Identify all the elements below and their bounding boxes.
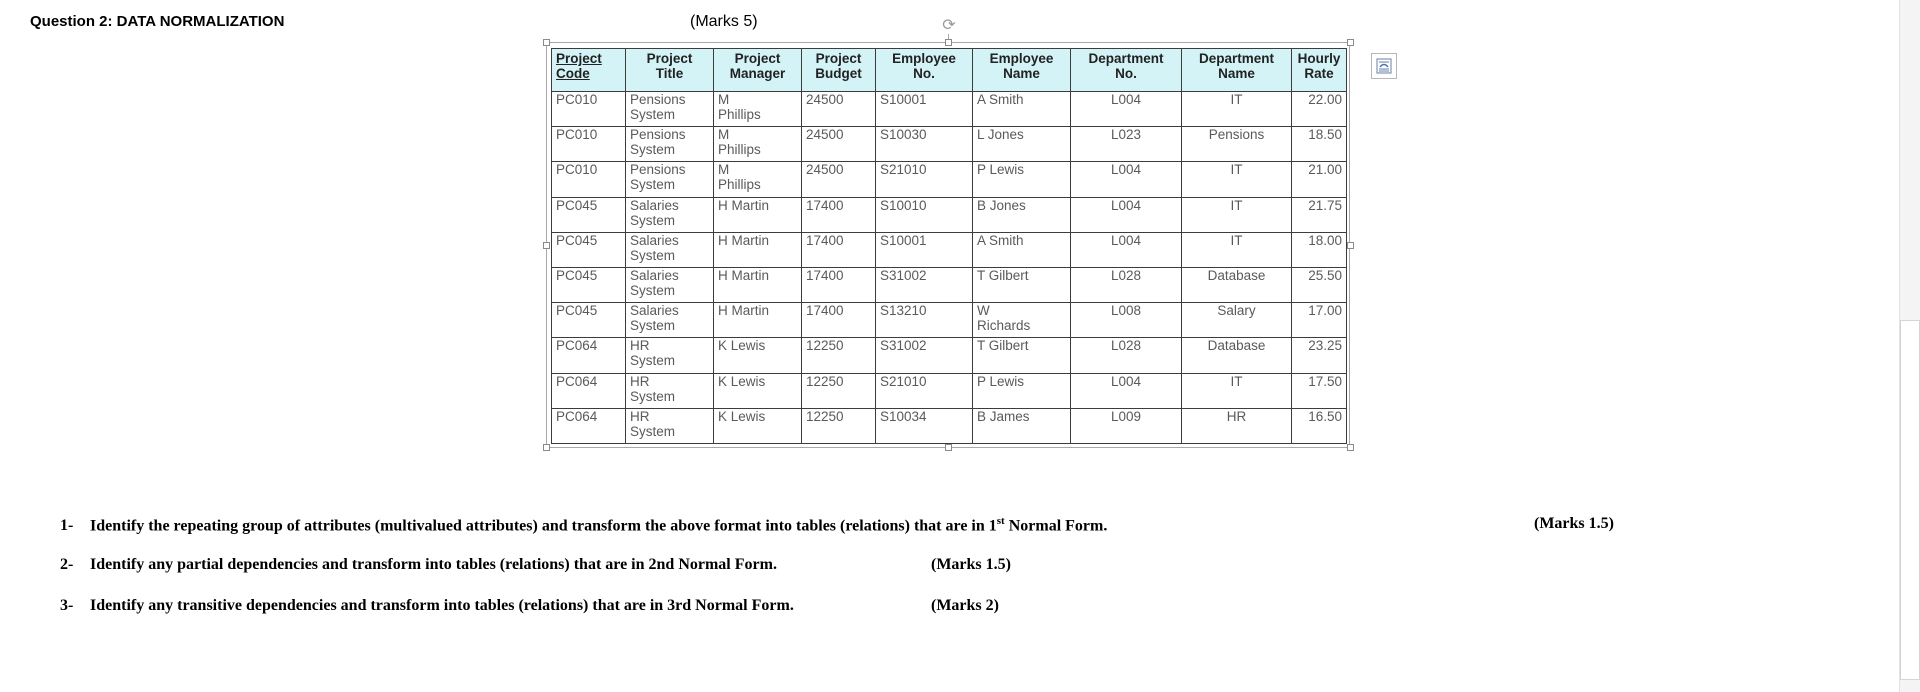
cell-line: PC010 <box>556 92 598 107</box>
table-header-row <box>552 49 1347 92</box>
resize-handle-bottom-right[interactable] <box>1347 444 1354 451</box>
cell-line: System <box>630 212 676 228</box>
cell-line: 24500 <box>806 162 844 178</box>
table-cell <box>626 338 714 373</box>
table-cell <box>1071 338 1182 373</box>
cell-line: 25.50 <box>1308 267 1342 283</box>
table-cell <box>802 162 876 197</box>
cell-line: Salaries <box>630 232 679 248</box>
cell-line: 24500 <box>806 127 844 143</box>
cell-line: B James <box>977 408 1030 424</box>
resize-handle-top-right[interactable] <box>1347 39 1354 46</box>
cell-line: 23.25 <box>1308 338 1342 354</box>
table-cell <box>626 92 714 127</box>
cell-line: L004 <box>1110 162 1142 178</box>
question-item <box>60 515 1107 535</box>
cell-line: 18.50 <box>1308 127 1342 143</box>
table-cell <box>876 373 973 408</box>
table-cell <box>973 162 1071 197</box>
table-cell <box>1292 408 1347 443</box>
column-header <box>552 49 626 92</box>
table-cell <box>973 303 1071 338</box>
cell-line: System <box>630 423 676 439</box>
table-cell <box>973 127 1071 162</box>
cell-line: 22.00 <box>1308 92 1342 107</box>
cell-line: 12250 <box>806 373 844 389</box>
question-marks: (Marks 1.5) <box>931 556 1011 573</box>
cell-line: Pensions <box>1208 127 1265 143</box>
table-cell <box>552 267 626 302</box>
cell-line: System <box>630 318 676 334</box>
column-header <box>1182 49 1292 92</box>
cell-line: HR <box>630 408 650 424</box>
table-cell <box>1071 267 1182 302</box>
cell-line: PC064 <box>556 338 598 354</box>
table-cell <box>1071 303 1182 338</box>
cell-line: 21.00 <box>1308 162 1342 178</box>
cell-line: K Lewis <box>718 408 766 424</box>
table-cell <box>802 408 876 443</box>
cell-line: L028 <box>1110 267 1142 283</box>
table-cell <box>626 373 714 408</box>
column-header-line: Manager <box>729 66 786 81</box>
table-cell <box>714 338 802 373</box>
cell-line: PC064 <box>556 408 598 424</box>
cell-line: HR <box>630 373 650 389</box>
table-cell <box>714 267 802 302</box>
table-cell <box>1292 267 1347 302</box>
table-row <box>552 232 1347 267</box>
column-header <box>973 49 1071 92</box>
cell-line: 17400 <box>806 303 844 319</box>
table-cell <box>876 127 973 162</box>
cell-line: HR <box>1226 408 1247 424</box>
column-header-line: No. <box>913 66 935 81</box>
table-cell <box>876 92 973 127</box>
table-cell <box>552 303 626 338</box>
cell-line: S13210 <box>880 303 927 319</box>
layout-options-icon[interactable] <box>1371 53 1397 79</box>
vertical-scrollbar[interactable] <box>1899 0 1920 692</box>
table-cell <box>876 338 973 373</box>
column-header-line: Budget <box>815 66 862 81</box>
table-cell <box>1292 373 1347 408</box>
resize-handle-top-left[interactable] <box>543 39 550 46</box>
question-text: Identify any transitive dependencies and transform into tables (relations) that are in 3rd Normal Form. <box>90 597 794 614</box>
column-header <box>802 49 876 92</box>
table-cell <box>802 373 876 408</box>
table-cell <box>1292 162 1347 197</box>
question-marks: (Marks 1.5) <box>1534 515 1614 532</box>
cell-line: S10030 <box>880 127 927 143</box>
cell-line: 17.00 <box>1308 303 1342 319</box>
question-text: Identify the repeating group of attributes (multivalued attributes) and transform the above format into tables (relations) that are in 1 <box>90 517 997 535</box>
column-header-line: Project <box>734 51 781 66</box>
table-cell <box>973 197 1071 232</box>
table-cell <box>1182 127 1292 162</box>
column-header-line: Project <box>646 51 693 66</box>
table-cell <box>552 232 626 267</box>
table-cell <box>973 232 1071 267</box>
table-cell <box>973 408 1071 443</box>
table-cell <box>1292 197 1347 232</box>
table-cell <box>973 267 1071 302</box>
table-cell <box>714 92 802 127</box>
table-row <box>552 92 1347 127</box>
table-cell <box>1182 303 1292 338</box>
question-number: 2- <box>60 556 74 573</box>
cell-line: PC010 <box>556 127 598 143</box>
table-cell <box>714 232 802 267</box>
table-cell <box>876 197 973 232</box>
table-cell <box>626 162 714 197</box>
table-cell <box>552 197 626 232</box>
cell-line: Database <box>1207 338 1266 354</box>
cell-line: A Smith <box>977 92 1024 107</box>
cell-line: S21010 <box>880 373 927 389</box>
cell-line: L004 <box>1110 373 1142 389</box>
cell-line: 17400 <box>806 197 844 213</box>
cell-line: S21010 <box>880 162 927 178</box>
table-cell <box>802 303 876 338</box>
resize-handle-right[interactable] <box>1347 242 1354 249</box>
cell-line: H Martin <box>718 197 770 213</box>
rotate-handle-icon[interactable]: ⟳ <box>942 17 956 34</box>
table-cell <box>802 197 876 232</box>
cell-line: L008 <box>1110 303 1142 319</box>
cell-line: System <box>630 107 676 122</box>
cell-line: T Gilbert <box>977 267 1029 283</box>
question-marks: (Marks 5) <box>690 13 758 30</box>
table-cell <box>1182 232 1292 267</box>
table-cell <box>1182 338 1292 373</box>
question-item <box>60 556 777 574</box>
cell-line: PC045 <box>556 303 598 319</box>
column-header-line: Project <box>815 51 862 66</box>
table-cell <box>552 338 626 373</box>
column-header-line: Rate <box>1304 66 1334 81</box>
cell-line: 24500 <box>806 92 844 107</box>
column-header-line: Employee <box>892 51 956 66</box>
column-header <box>1292 49 1347 92</box>
cell-line: PC045 <box>556 232 598 248</box>
table-cell <box>876 303 973 338</box>
cell-line: IT <box>1230 373 1243 389</box>
question-text-end: Normal Form. <box>1004 517 1108 535</box>
table-cell <box>552 162 626 197</box>
table-cell <box>876 267 973 302</box>
table-cell <box>802 92 876 127</box>
table-cell <box>802 338 876 373</box>
cell-line: S10034 <box>880 408 927 424</box>
cell-line: Phillips <box>718 142 761 158</box>
column-header <box>876 49 973 92</box>
table-cell <box>1182 373 1292 408</box>
cell-line: P Lewis <box>977 162 1025 178</box>
scrollbar-thumb[interactable] <box>1900 320 1920 680</box>
cell-line: Salaries <box>630 303 679 319</box>
table-cell <box>802 232 876 267</box>
cell-line: System <box>630 353 676 369</box>
cell-line: Richards <box>977 318 1031 334</box>
column-header-line: Name <box>1218 66 1255 81</box>
table-cell <box>626 267 714 302</box>
column-header-line: Code <box>556 66 590 81</box>
table-cell <box>714 197 802 232</box>
cell-line: PC064 <box>556 373 598 389</box>
table-cell <box>1182 162 1292 197</box>
cell-line: 18.00 <box>1308 232 1342 248</box>
cell-line: HR <box>630 338 650 354</box>
table-cell <box>552 127 626 162</box>
table-row <box>552 267 1347 302</box>
cell-line: L009 <box>1110 408 1142 424</box>
column-header-line: Name <box>1003 66 1040 81</box>
cell-line: System <box>630 282 676 298</box>
table-cell <box>626 408 714 443</box>
cell-line: S10001 <box>880 232 927 248</box>
cell-line: Pensions <box>630 127 686 143</box>
column-header-line: Hourly <box>1297 51 1341 66</box>
column-header-line: Title <box>655 66 684 81</box>
cell-line: IT <box>1230 232 1243 248</box>
cell-line: System <box>630 247 676 263</box>
table-row <box>552 303 1347 338</box>
question-marks: (Marks 2) <box>931 597 999 614</box>
cell-line: S31002 <box>880 338 927 354</box>
cell-line: 12250 <box>806 338 844 354</box>
cell-line: PC045 <box>556 267 598 283</box>
cell-line: L004 <box>1110 92 1142 107</box>
cell-line: PC010 <box>556 162 598 178</box>
cell-line: IT <box>1230 92 1243 107</box>
table-cell <box>626 197 714 232</box>
resize-handle-left[interactable] <box>543 242 550 249</box>
table-cell <box>1071 408 1182 443</box>
column-header-line: Project <box>556 51 602 66</box>
cell-line: H Martin <box>718 303 770 319</box>
column-header-line: Department <box>1198 51 1274 66</box>
cell-line: 17400 <box>806 232 844 248</box>
column-header-line: Department <box>1088 51 1164 66</box>
cell-line: P Lewis <box>977 373 1025 389</box>
table-cell <box>973 373 1071 408</box>
table-cell <box>1292 232 1347 267</box>
cell-line: Pensions <box>630 162 686 178</box>
cell-line: H Martin <box>718 267 770 283</box>
cell-line: L Jones <box>977 127 1024 143</box>
table-cell <box>1071 197 1182 232</box>
table-row <box>552 162 1347 197</box>
cell-line: S10010 <box>880 197 927 213</box>
question-number: 3- <box>60 597 74 614</box>
table-row <box>552 127 1347 162</box>
table-cell <box>1182 408 1292 443</box>
table-cell <box>802 267 876 302</box>
question-item <box>60 597 794 615</box>
cell-line: L028 <box>1110 338 1142 354</box>
table-cell <box>973 338 1071 373</box>
question-heading: Question 2: DATA NORMALIZATION <box>30 13 285 30</box>
table-cell <box>1182 267 1292 302</box>
cell-line: B Jones <box>977 197 1026 213</box>
table-cell <box>714 373 802 408</box>
cell-line: M <box>718 127 730 143</box>
table-cell <box>1071 162 1182 197</box>
cell-line: PC045 <box>556 197 598 213</box>
cell-line: T Gilbert <box>977 338 1029 354</box>
cell-line: Salaries <box>630 267 679 283</box>
cell-line: 16.50 <box>1308 408 1342 424</box>
table-row <box>552 408 1347 443</box>
table-row <box>552 338 1347 373</box>
column-header <box>714 49 802 92</box>
column-header-line: No. <box>1115 66 1137 81</box>
cell-line: W <box>977 303 990 319</box>
cell-line: L023 <box>1110 127 1142 143</box>
cell-line: System <box>630 388 676 404</box>
table-cell <box>1182 92 1292 127</box>
cell-line: System <box>630 142 676 158</box>
cell-line: Salary <box>1217 303 1256 319</box>
column-header <box>1071 49 1182 92</box>
table-row <box>552 373 1347 408</box>
question-number: 1- <box>60 517 74 535</box>
cell-line: 21.75 <box>1308 197 1342 213</box>
table-cell <box>973 92 1071 127</box>
table-cell <box>802 127 876 162</box>
question-superscript: st <box>996 515 1005 527</box>
resize-handle-top[interactable] <box>945 39 952 46</box>
table-cell <box>876 162 973 197</box>
cell-line: K Lewis <box>718 338 766 354</box>
cell-line: M <box>718 92 730 107</box>
cell-line: S10001 <box>880 92 927 107</box>
table-cell <box>1182 197 1292 232</box>
layout-options-glyph <box>1376 58 1392 74</box>
cell-line: L004 <box>1110 197 1142 213</box>
cell-line: 17.50 <box>1308 373 1342 389</box>
table-cell <box>1292 92 1347 127</box>
cell-line: 12250 <box>806 408 844 424</box>
cell-line: Phillips <box>718 177 761 193</box>
table-cell <box>552 373 626 408</box>
table-cell <box>876 408 973 443</box>
cell-line: System <box>630 177 676 193</box>
table-cell <box>714 408 802 443</box>
cell-line: IT <box>1230 197 1243 213</box>
cell-line: L004 <box>1110 232 1142 248</box>
table-cell <box>1292 338 1347 373</box>
column-header <box>626 49 714 92</box>
table-cell <box>876 232 973 267</box>
cell-line: 17400 <box>806 267 844 283</box>
cell-line: Salaries <box>630 197 679 213</box>
table-cell <box>1292 127 1347 162</box>
cell-line: H Martin <box>718 232 770 248</box>
cell-line: M <box>718 162 730 178</box>
table-cell <box>1071 373 1182 408</box>
table-cell <box>552 408 626 443</box>
resize-handle-bottom-left[interactable] <box>543 444 550 451</box>
table-cell <box>714 162 802 197</box>
table-cell <box>1071 92 1182 127</box>
table-cell <box>714 303 802 338</box>
table-row <box>552 197 1347 232</box>
table-cell <box>626 303 714 338</box>
cell-line: A Smith <box>977 232 1024 248</box>
normalization-table <box>551 48 1347 444</box>
table-cell <box>1292 303 1347 338</box>
table-cell <box>626 127 714 162</box>
cell-line: Phillips <box>718 107 761 122</box>
cell-line: Pensions <box>630 92 686 107</box>
table-cell <box>1071 127 1182 162</box>
cell-line: IT <box>1230 162 1243 178</box>
cell-line: K Lewis <box>718 373 766 389</box>
cell-line: S31002 <box>880 267 927 283</box>
question-text: Identify any partial dependencies and transform into tables (relations) that are in 2nd Normal Form. <box>90 556 777 573</box>
resize-handle-bottom[interactable] <box>945 444 952 451</box>
table-cell <box>1071 232 1182 267</box>
table-cell <box>626 232 714 267</box>
table-cell <box>714 127 802 162</box>
table-cell <box>552 92 626 127</box>
cell-line: Database <box>1207 267 1266 283</box>
column-header-line: Employee <box>989 51 1054 66</box>
